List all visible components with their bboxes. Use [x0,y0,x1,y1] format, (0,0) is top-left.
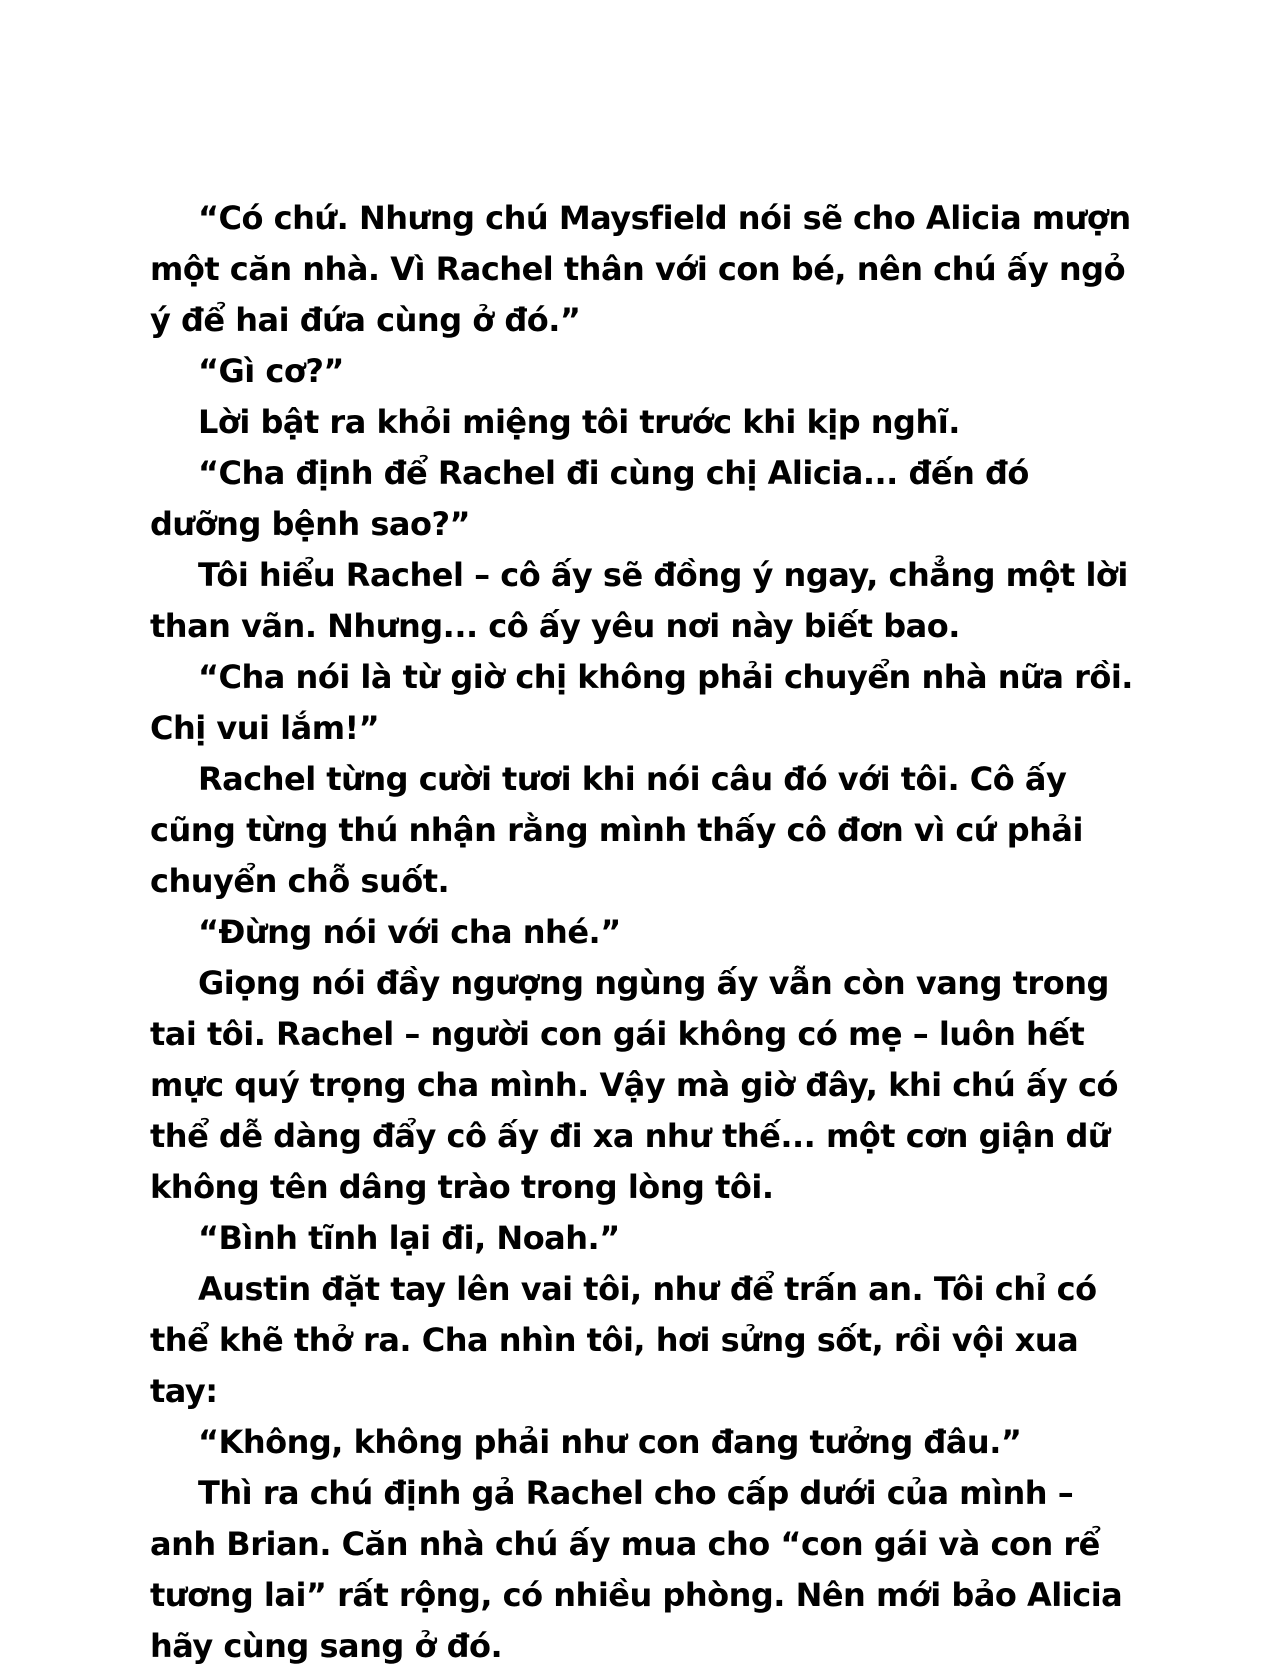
paragraph: Giọng nói đầy ngượng ngùng ấy vẫn còn vang trong tai tôi. Rachel – người con gái không có mẹ – luôn hết mực quý trọng cha mình. Vậy mà giờ đây, khi chú ấy có thể dễ dàng đẩy cô ấy đi xa như thế... một cơn giận dữ không tên dâng trào trong lòng tôi. [150,964,1118,1206]
paragraph: “Có chứ. Nhưng chú Maysfield nói sẽ cho Alicia mượn một căn nhà. Vì Rachel thân với con bé, nên chú ấy ngỏ ý để hai đứa cùng ở đó.” [150,199,1131,339]
paragraph: “Bình tĩnh lại đi, Noah.” [198,1219,620,1257]
paragraph: “Gì cơ?” [198,352,344,390]
story-text [150,193,1140,1672]
paragraph: Lời bật ra khỏi miệng tôi trước khi kịp nghĩ. [198,403,960,441]
paragraph: “Đừng nói với cha nhé.” [198,913,621,951]
paragraph: “Cha định để Rachel đi cùng chị Alicia... đến đó dưỡng bệnh sao?” [150,454,1029,543]
paragraph: “Cha nói là từ giờ chị không phải chuyển nhà nữa rồi. Chị vui lắm!” [150,658,1133,747]
paragraph: Rachel từng cười tươi khi nói câu đó với tôi. Cô ấy cũng từng thú nhận rằng mình thấy cô đơn vì cứ phải chuyển chỗ suốt. [150,760,1083,900]
paragraph: Tôi hiểu Rachel – cô ấy sẽ đồng ý ngay, chẳng một lời than vãn. Nhưng... cô ấy yêu nơi này biết bao. [150,556,1128,645]
paragraph: “Không, không phải như con đang tưởng đâu.” [198,1423,1022,1461]
paragraph: Thì ra chú định gả Rachel cho cấp dưới của mình – anh Brian. Căn nhà chú ấy mua cho “con gái và con rể tương lai” rất rộng, có nhiều phòng. Nên mới bảo Alicia hãy cùng sang ở đó. [150,1474,1123,1665]
paragraph: Austin đặt tay lên vai tôi, như để trấn an. Tôi chỉ có thể khẽ thở ra. Cha nhìn tôi, hơi sửng sốt, rồi vội xua tay: [150,1270,1097,1410]
